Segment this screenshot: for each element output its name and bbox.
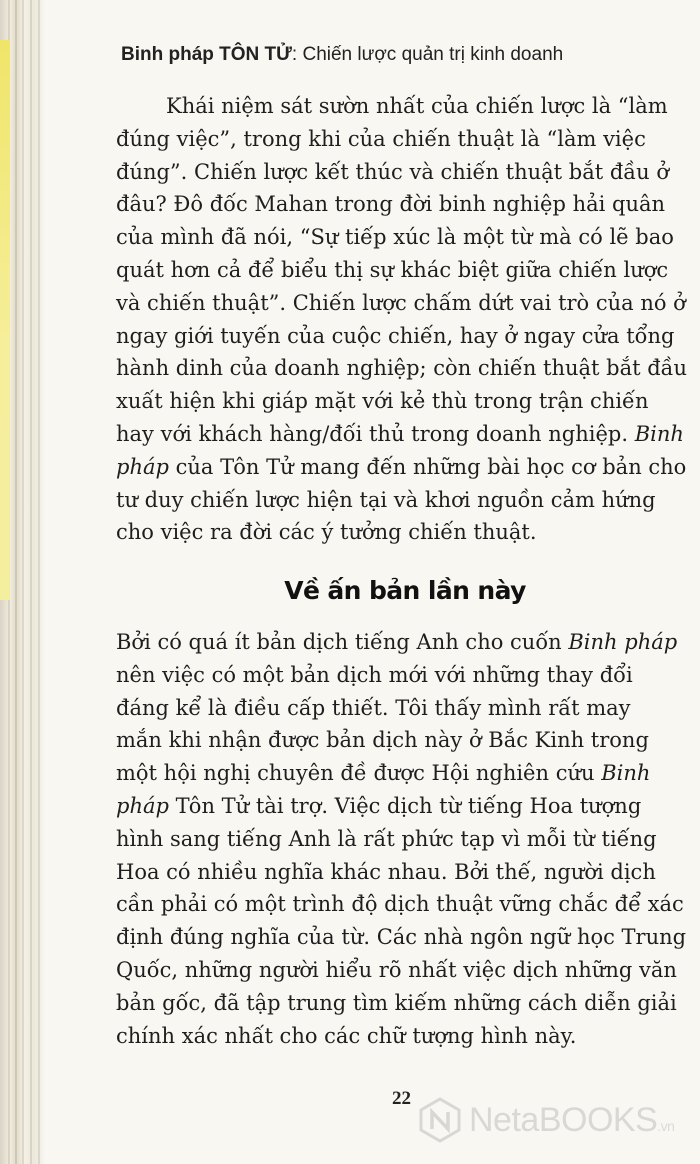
text-line xyxy=(116,757,700,790)
watermark xyxy=(417,1094,674,1146)
text-line: mắn khi nhận được bản dịch này ở Bắc Kinh trong xyxy=(116,728,649,753)
text-run: Bởi có quá ít bản dịch tiếng Anh cho cuốn xyxy=(116,630,569,654)
watermark-suffix: .vn xyxy=(657,1117,675,1134)
italic-title: Binh xyxy=(634,421,684,446)
text-line: Quốc, những người hiểu rõ nhất việc dịch những văn xyxy=(116,957,677,982)
watermark-text xyxy=(469,1101,674,1140)
running-head xyxy=(121,44,691,66)
text-line: định đúng nghĩa của từ. Các nhà ngôn ngữ học Trung xyxy=(116,925,687,950)
text-line: đâu? Đô đốc Mahan trong đời binh nghiệp hải quân xyxy=(116,192,666,217)
yellow-page-tab xyxy=(0,40,10,600)
text-line: cho việc ra đời các ý tưởng chiến thuật. xyxy=(116,520,537,545)
text-line xyxy=(116,451,700,484)
paragraph-2 xyxy=(116,626,700,1052)
text-line: đúng việc”, trong khi của chiến thuật là “làm việc xyxy=(116,126,646,151)
running-head-subtitle: : Chiến lược quản trị kinh doanh xyxy=(291,44,564,65)
section-heading: Về ấn bản lần này xyxy=(284,576,526,605)
text-line xyxy=(116,626,700,659)
text-line: đúng”. Chiến lược kết thúc và chiến thuật bắt đầu ở xyxy=(116,159,669,184)
text-line: hành dinh của doanh nghiệp; còn chiến thuật bắt đầu xyxy=(116,356,688,381)
text-line: xuất hiện khi giáp mặt với kẻ thù trong trận chiến xyxy=(116,389,649,414)
text-run: của Tôn Tử mang đến những bài học cơ bản cho xyxy=(168,454,687,479)
italic-title: Binh pháp xyxy=(568,630,678,654)
text-line: Khái niệm sát sườn nhất của chiến lược là “làm xyxy=(166,94,668,118)
text-line: tư duy chiến lược hiện tại và khơi nguồn cảm hứng xyxy=(116,487,656,512)
text-line: nên việc có một bản dịch mới với những thay đổi xyxy=(116,662,633,687)
text-line: ngay giới tuyến của cuộc chiến, hay ở ngay cửa tổng xyxy=(116,323,675,348)
text-line: chính xác nhất cho các chữ tượng hình này. xyxy=(116,1023,577,1048)
text-line: và chiến thuật”. Chiến lược chấm dứt vai trò của nó ở xyxy=(116,290,686,315)
text-run: một hội nghị chuyên đề được Hội nghiên cứu xyxy=(116,761,602,786)
text-line: Hoa có nhiều nghĩa khác nhau. Bởi thế, người dịch xyxy=(116,859,656,884)
page-number: 22 xyxy=(392,1088,411,1109)
text-line: quát hơn cả để biểu thị sự khác biệt giữa chiến lược xyxy=(116,257,669,282)
text-line xyxy=(116,418,700,451)
running-head-title: Binh pháp TÔN TỬ xyxy=(121,44,292,65)
text-line: bản gốc, đã tập trung tìm kiếm những cách diễn giải xyxy=(116,990,677,1015)
text-run: Tôn Tử tài trợ. Việc dịch từ tiếng Hoa tượng xyxy=(168,793,642,818)
text-line: cần phải có một trình độ dịch thuật vững chắc để xác xyxy=(116,892,684,917)
paragraph-1 xyxy=(116,90,700,549)
text-line: của mình đã nói, “Sự tiếp xúc là một từ mà có lẽ bao xyxy=(116,225,674,250)
italic-title: pháp xyxy=(116,793,169,818)
italic-title: pháp xyxy=(116,454,169,479)
italic-title: Binh xyxy=(601,761,651,786)
text-line: đáng kể là điều cấp thiết. Tôi thấy mình rất may xyxy=(116,695,631,720)
text-line xyxy=(116,790,700,823)
text-run: hay với khách hàng/đối thủ trong doanh nghiệp. xyxy=(116,421,635,446)
watermark-brand: NetaBOOKS xyxy=(469,1100,658,1139)
neta-logo-icon xyxy=(417,1097,463,1143)
text-line: hình sang tiếng Anh là rất phức tạp vì mỗi từ tiếng xyxy=(116,826,657,851)
